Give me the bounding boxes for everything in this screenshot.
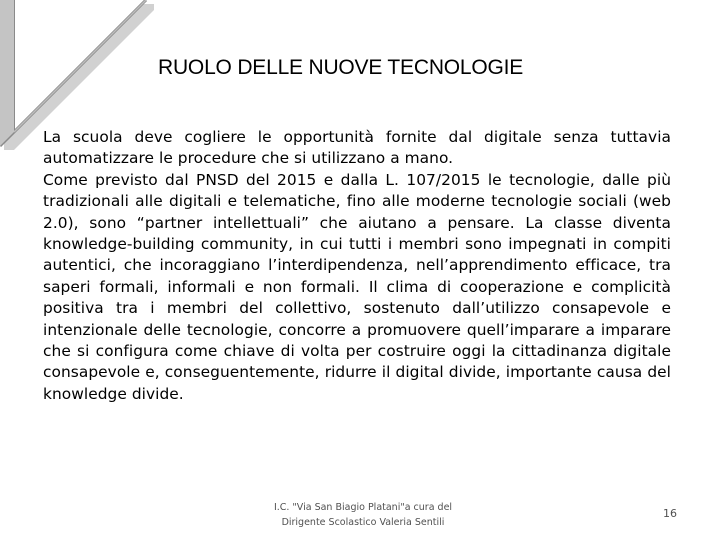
footer-line-school: I.C. "Via San Biagio Platani"a cura del [273,502,453,513]
slide-body [43,127,671,405]
footer-credit [258,500,468,530]
page-number: 16 [663,507,677,520]
slide-title: RUOLO DELLE NUOVE TECNOLOGIE [158,56,524,79]
paragraph-intro: La scuola deve cogliere le opportunità fornite dal digitale senza tuttavia automatizzare le procedure che si utilizzano a mano. [43,128,671,168]
footer-line-author: Dirigente Scolastico Valeria Sentili [281,517,445,528]
paragraph-pnsd: Come previsto dal PNSD del 2015 e dalla L. 107/2015 le tecnologie, dalle più tradizionali alle digitali e telematiche, fino alle moderne tecnologie sociali (web 2.0), sono “partner intellettuali” che aiutano a pensare. La classe diventa knowledge-building community, in cui tutti i membri sono impegnati in compiti autentici, che incoraggiano l’interdipendenza, nell’apprendimento efficace, tra saperi formali, informali e non formali. Il clima di cooperazione e complicità positiva tra i membri del collettivo, sostenuto dall’utilizzo consapevole e intenzionale delle tecnologie, concorre a promuovere quell’imparare a imparare che si configura come chiave di volta per costruire oggi la cittadinanza digitale consapevole e, conseguentemente, ridurre il digital divide, importante causa del knowledge divide. [43,170,671,403]
